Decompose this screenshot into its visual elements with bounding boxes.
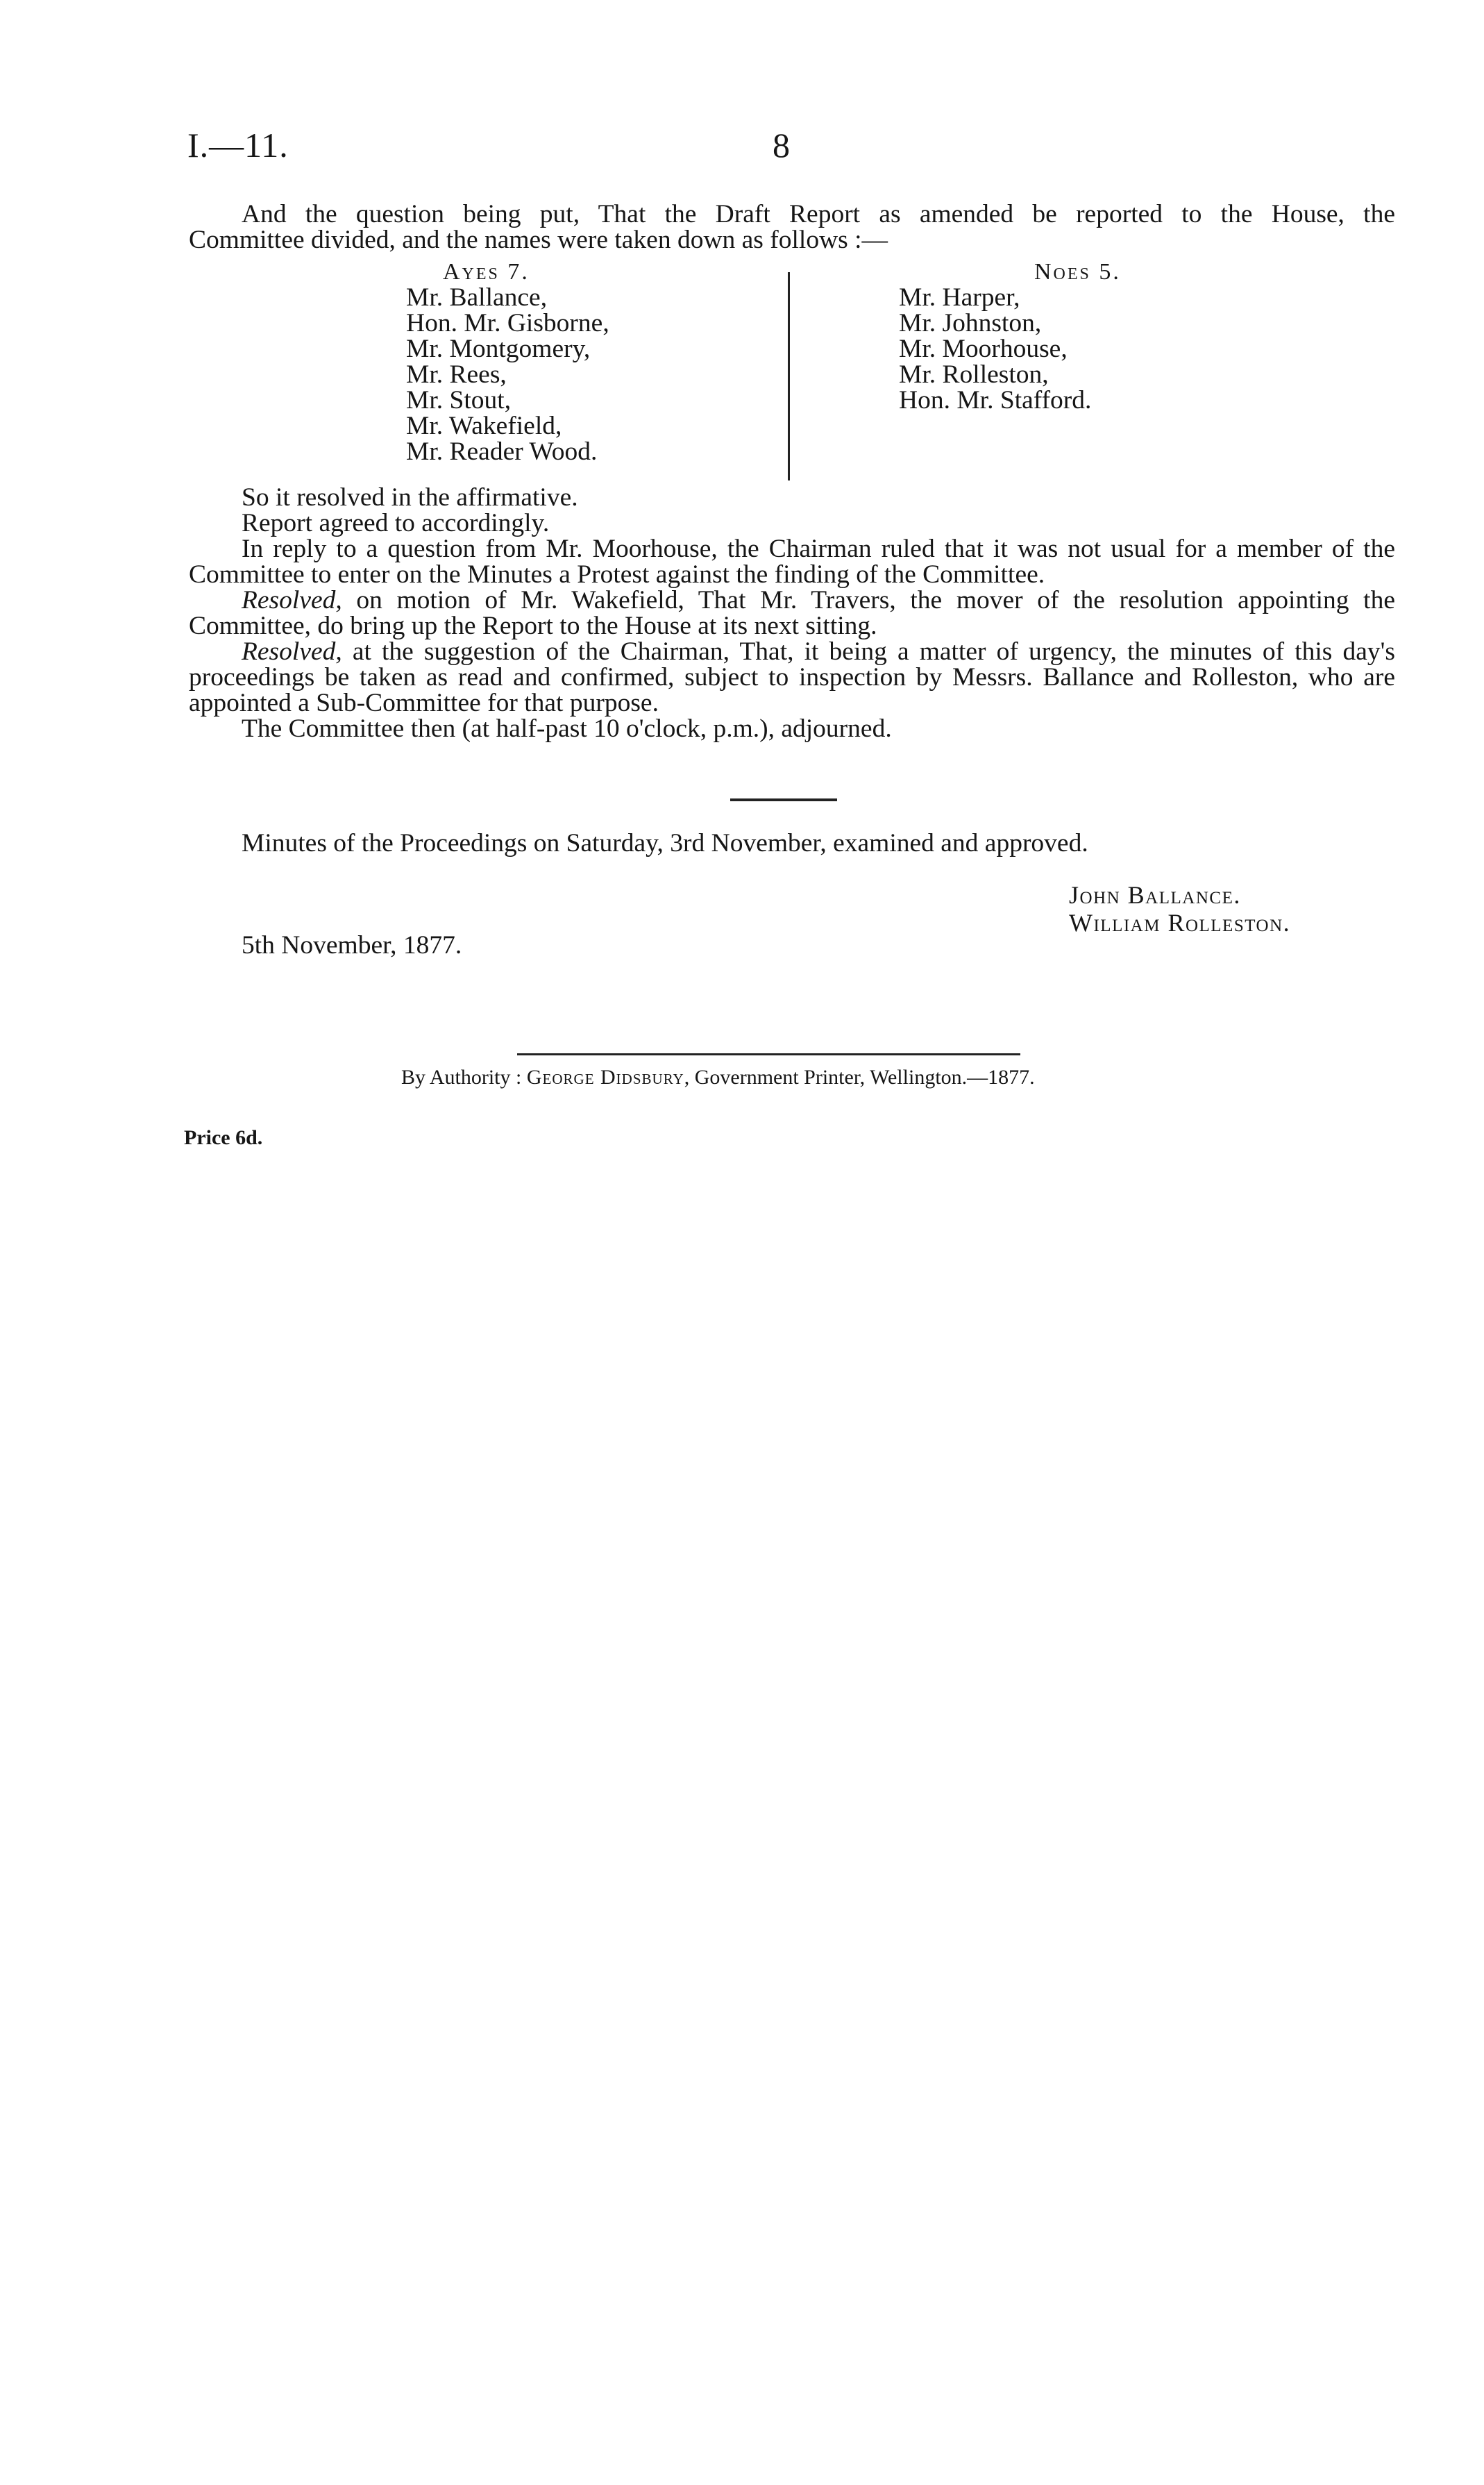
resolution-text: at the suggestion of the Chairman, That, it being a matter of urgency, the minutes of this day's proceedings be taken as read and confirmed, subject to inspection by Messrs. Ballance and Rolleston, who are appointed a Sub-Committee for that purpose. (189, 637, 1395, 717)
intro-paragraph (189, 201, 1395, 253)
noes-heading: Noes 5. (1034, 259, 1121, 285)
ayes-member: Mr. Wakefield, (406, 412, 562, 440)
minutes-approval: Minutes of the Proceedings on Saturday, 3rd November, examined and approved. (242, 829, 1088, 857)
page-reference: I.—11. (187, 126, 289, 165)
minutes-body (189, 485, 1395, 742)
ayes-member: Mr. Montgomery, (406, 335, 591, 363)
ayes-heading: Ayes 7. (443, 259, 530, 285)
adjourned-line: The Committee then (at half-past 10 o'clock, p.m.), adjourned. (242, 714, 892, 743)
imprint-prefix: By Authority : (401, 1066, 527, 1089)
noes-member: Mr. Rolleston, (899, 360, 1049, 389)
noes-member: Mr. Johnston, (899, 309, 1042, 337)
resolved-word: Resolved, (242, 586, 342, 614)
signatory-ballance: John Ballance. (1069, 881, 1241, 909)
ayes-member: Mr. Rees, (406, 360, 507, 389)
ayes-member: Mr. Ballance, (406, 283, 548, 312)
ruling-paragraph: In reply to a question from Mr. Moorhouse, the Chairman ruled that it was not usual for a member of the Committee to enter on the Minutes a Protest against the finding of the Committee. (189, 535, 1395, 589)
ayes-member: Mr. Reader Wood. (406, 437, 598, 466)
footer-rule (517, 1053, 1020, 1055)
affirmative-line: So it resolved in the affirmative. (242, 483, 578, 512)
noes-member: Hon. Mr. Stafford. (899, 386, 1092, 415)
price-label: Price 6d. (184, 1126, 263, 1149)
printer-name: George Didsbury (526, 1066, 684, 1089)
ayes-list (406, 285, 609, 465)
printer-imprint (401, 1066, 1035, 1089)
intro-line-2: Committee divided, and the names were taken down as follows :— (189, 226, 888, 254)
section-rule (730, 798, 837, 801)
page-number: 8 (773, 126, 790, 165)
imprint-suffix: , Government Printer, Wellington.—1877. (684, 1066, 1035, 1089)
signatory-rolleston: William Rolleston. (1069, 909, 1291, 937)
resolution-urgency (189, 639, 1395, 716)
resolution-travers (189, 587, 1395, 639)
report-agreed-line: Report agreed to accordingly. (242, 509, 550, 537)
noes-member: Mr. Moorhouse, (899, 335, 1068, 363)
noes-list (899, 285, 1091, 413)
noes-member: Mr. Harper, (899, 283, 1020, 312)
approval-date: 5th November, 1877. (242, 931, 462, 960)
ayes-member: Mr. Stout, (406, 386, 512, 415)
division-divider (788, 272, 790, 480)
ayes-member: Hon. Mr. Gisborne, (406, 309, 609, 337)
resolved-word: Resolved, (242, 637, 342, 666)
intro-line-1: And the question being put, That the Draft Report as amended be reported to the House, the (242, 200, 1395, 228)
resolution-text: on motion of Mr. Wakefield, That Mr. Travers, the mover of the resolution appointing the Committee, do bring up the Report to the House at its next sitting. (189, 586, 1395, 640)
